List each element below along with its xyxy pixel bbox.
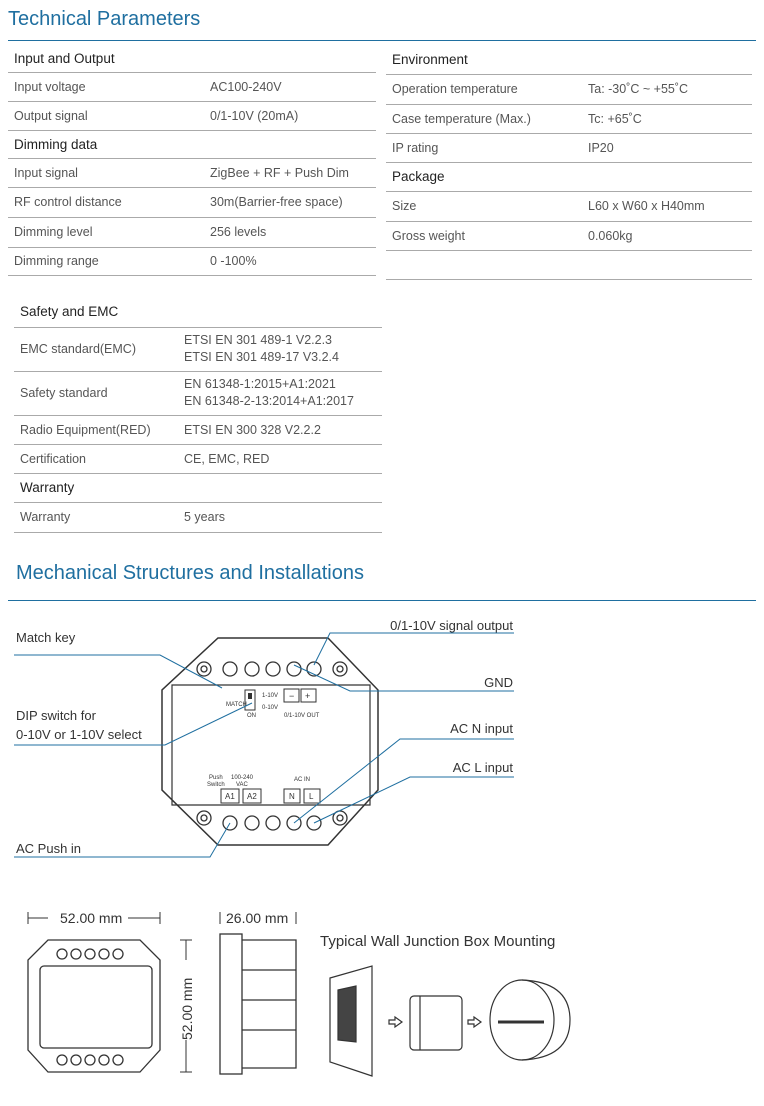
board-vac-1-label: 100-240 bbox=[231, 775, 254, 781]
gross-weight-value: 0.060kg bbox=[582, 221, 752, 250]
ip-rating-value: IP20 bbox=[582, 133, 752, 162]
environment-header: Environment bbox=[386, 46, 752, 74]
rf-distance-label: RF control distance bbox=[8, 187, 204, 217]
input-voltage-label: Input voltage bbox=[8, 72, 204, 101]
board-a2-label: A2 bbox=[247, 792, 257, 801]
mechanical-structures-title: Mechanical Structures and Installations bbox=[16, 562, 364, 584]
callout-ac-n: AC N input bbox=[450, 721, 513, 736]
side-view-drawing bbox=[220, 934, 296, 1074]
mechanical-title-rule bbox=[8, 600, 756, 601]
board-dip-0-label: 0-10V bbox=[262, 705, 279, 711]
dimension-width: 52.00 mm bbox=[60, 910, 123, 926]
callout-signal-output: 0/1-10V signal output bbox=[390, 618, 513, 633]
safety-emc-header: Safety and EMC bbox=[14, 297, 382, 327]
input-signal-value: ZigBee + RF + Push Dim bbox=[204, 158, 376, 187]
board-out-label: 0/1-10V OUT bbox=[284, 713, 320, 719]
wiring-diagram bbox=[0, 605, 764, 865]
board-vac-2-label: VAC bbox=[236, 782, 248, 788]
size-value: L60 x W60 x H40mm bbox=[582, 191, 752, 221]
dimension-depth: 26.00 mm bbox=[226, 910, 289, 926]
warranty-header: Warranty bbox=[14, 473, 382, 502]
callout-ac-l: AC L input bbox=[452, 760, 513, 775]
safety-warranty-table bbox=[14, 297, 382, 533]
dimming-range-value: 0 -100% bbox=[204, 247, 376, 275]
safety-standard-label: Safety standard bbox=[14, 371, 178, 415]
size-label: Size bbox=[386, 191, 582, 221]
output-signal-label: Output signal bbox=[8, 101, 204, 130]
dimming-level-label: Dimming level bbox=[8, 217, 204, 247]
safety-standard-value-1: EN 61348-1:2015+A1:2021 bbox=[184, 377, 336, 391]
case-temp-label: Case temperature (Max.) bbox=[386, 104, 582, 133]
warranty-value: 5 years bbox=[178, 502, 382, 532]
emc-standard-value-1: ETSI EN 301 489-1 V2.2.3 bbox=[184, 333, 333, 347]
emc-standard-label: EMC standard(EMC) bbox=[14, 327, 178, 371]
callout-gnd: GND bbox=[484, 675, 513, 690]
board-push-label: Push bbox=[209, 775, 223, 781]
board-minus-label: − bbox=[289, 691, 295, 701]
top-terminals bbox=[197, 662, 347, 676]
board-n-label: N bbox=[289, 792, 295, 801]
certification-value: CE, EMC, RED bbox=[178, 444, 382, 473]
dimming-data-header: Dimming data bbox=[8, 130, 376, 158]
dimming-range-label: Dimming range bbox=[8, 247, 204, 275]
input-signal-label: Input signal bbox=[8, 158, 204, 187]
callout-match-key: Match key bbox=[16, 630, 76, 645]
radio-equipment-value: ETSI EN 300 328 V2.2.2 bbox=[178, 415, 382, 444]
rf-distance-value: 30m(Barrier-free space) bbox=[204, 187, 376, 217]
emc-standard-value-2: ETSI EN 301 489-17 V3.2.4 bbox=[184, 350, 339, 364]
technical-title-rule bbox=[8, 40, 756, 41]
board-dip-1-label: 1-10V bbox=[262, 693, 279, 699]
board-l-label: L bbox=[309, 792, 314, 801]
board-match-label: MATCH bbox=[226, 702, 247, 708]
input-output-header: Input and Output bbox=[8, 46, 376, 72]
technical-parameters-title: Technical Parameters bbox=[8, 8, 201, 30]
board-on-label: ON bbox=[247, 713, 256, 719]
case-temp-value: Tc: +65˚C bbox=[582, 104, 752, 133]
callout-dip-switch-line-2: 0-10V or 1-10V select bbox=[16, 727, 142, 742]
board-ac-in-label: AC IN bbox=[294, 777, 311, 783]
package-header: Package bbox=[386, 162, 752, 191]
environment-package-table bbox=[386, 46, 752, 280]
ip-rating-label: IP rating bbox=[386, 133, 582, 162]
warranty-label: Warranty bbox=[14, 502, 178, 532]
callout-dip-switch-line-1: DIP switch for bbox=[16, 708, 96, 723]
bottom-terminals bbox=[197, 811, 347, 830]
safety-standard-value-2: EN 61348-2-13:2014+A1:2017 bbox=[184, 394, 354, 408]
dimension-drawings bbox=[0, 900, 764, 1100]
input-dimming-table bbox=[8, 46, 376, 276]
front-view-drawing bbox=[28, 940, 160, 1072]
board-a1-label: A1 bbox=[225, 792, 235, 801]
callout-ac-push: AC Push in bbox=[16, 841, 82, 856]
dimension-height: 52.00 mm bbox=[179, 977, 195, 1040]
dimming-level-value: 256 levels bbox=[204, 217, 376, 247]
radio-equipment-label: Radio Equipment(RED) bbox=[14, 415, 178, 444]
mounting-illustration bbox=[330, 966, 570, 1076]
operation-temp-value: Ta: -30˚C ~ +55˚C bbox=[582, 74, 752, 104]
input-voltage-value: AC100-240V bbox=[204, 72, 376, 101]
board-switch-label: Switch bbox=[207, 782, 225, 788]
operation-temp-label: Operation temperature bbox=[386, 74, 582, 104]
output-signal-value: 0/1-10V (20mA) bbox=[204, 101, 376, 130]
board-plus-label: + bbox=[305, 691, 311, 701]
gross-weight-label: Gross weight bbox=[386, 221, 582, 250]
mounting-title: Typical Wall Junction Box Mounting bbox=[320, 933, 556, 950]
certification-label: Certification bbox=[14, 444, 178, 473]
